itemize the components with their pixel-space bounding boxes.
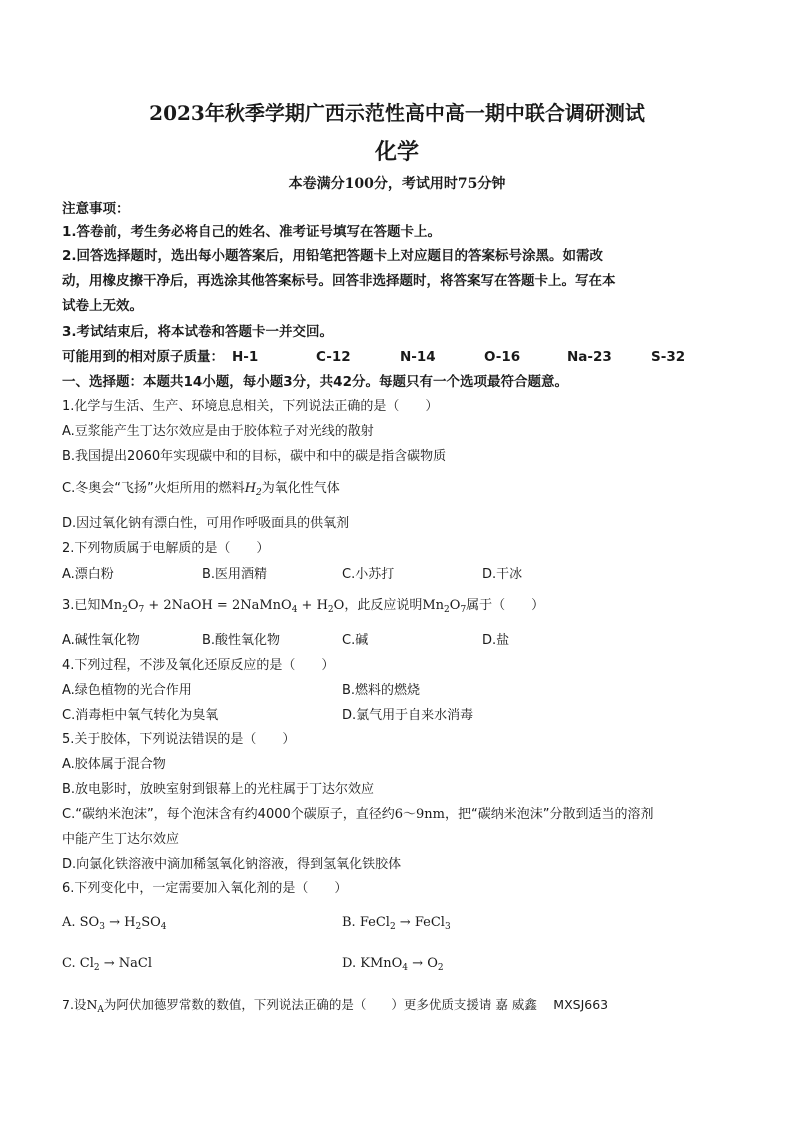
atomic-s: S-32 [651, 349, 686, 365]
q5-option-d: D.向氯化铁溶液中滴加稀氢氧化钠溶液，得到氢氧化铁胶体 [62, 857, 402, 872]
q6-option-a: A. $SO_3 \to H_2SO_4$ [62, 915, 167, 932]
q5-option-c-line-2: 中能产生丁达尔效应 [62, 832, 180, 847]
note-2-line-1: 2.回答选择题时，选出每小题答案后，用铅笔把答题卡上对应题目的答案标号涂黑。如需改 [62, 248, 604, 264]
q1-stem: 1.化学与生活、生产、环境息息相关，下列说法正确的是（ ） [62, 399, 439, 414]
q1-option-d: D.因过氧化钠有漂白性，可用作呼吸面具的供氧剂 [62, 516, 350, 531]
q5-stem: 5.关于胶体，下列说法错误的是（ ） [62, 732, 296, 747]
q6-stem: 6.下列变化中，一定需要加入氧化剂的是（ ） [62, 881, 348, 896]
q6-option-d: D. KMnO$_4$ → $O_2$ [342, 956, 444, 973]
section-heading: 一、选择题：本题共14小题，每小题3分，共42分。每题只有一个选项最符合题意。 [62, 374, 568, 390]
atomic-mass-line [62, 348, 224, 366]
q4-option-a: A.绿色植物的光合作用 [62, 683, 192, 698]
q2-option-c: C.小苏打 [342, 567, 395, 582]
q3-equation: $Mn_2O_7$ + 2NaOH = 2NaMnO$_4$ + $H_2O$ [100, 598, 345, 615]
q6-option-c: C. $Cl_2$ → NaCl [62, 956, 152, 973]
atomic-c: C-12 [316, 349, 351, 365]
exam-title: 2023年秋季学期广西示范性高中高一期中联合调研测试 [149, 101, 645, 125]
q4-option-b: B.燃料的燃烧 [342, 683, 421, 698]
atomic-o: O-16 [484, 349, 521, 365]
q5-option-a: A.胶体属于混合物 [62, 757, 166, 772]
q2-option-b: B.医用酒精 [202, 567, 268, 582]
q3-option-a: A.碱性氧化物 [62, 633, 140, 648]
q2-stem: 2.下列物质属于电解质的是（ ） [62, 541, 270, 556]
subject-title: 化学 [374, 139, 419, 165]
exam-info: 本卷满分100分，考试用时75分钟 [288, 176, 506, 192]
q3-option-d: D.盐 [482, 633, 510, 648]
q1-option-b: B.我国提出2060年实现碳中和的目标，碳中和中的碳是指含碳物质 [62, 449, 447, 464]
q4-option-c: C.消毒柜中氧气转化为臭氧 [62, 708, 219, 723]
q3-stem: 3.已知$Mn_2O_7$ + 2NaOH = 2NaMnO$_4$ + $H_2O$，此反应说明$Mn_2O_7$属于（ ） [62, 598, 545, 615]
note-2-line-3: 试卷上无效。 [62, 298, 143, 314]
q4-option-d: D.氯气用于自来水消毒 [342, 708, 474, 723]
atomic-mass-label: 可能用到的相对原子质量： [62, 349, 224, 365]
q4-stem: 4.下列过程，不涉及氧化还原反应的是（ ） [62, 658, 335, 673]
q3-option-b: B.酸性氧化物 [202, 633, 281, 648]
note-3: 3.考试结束后，将本试卷和答题卡一并交回。 [62, 324, 334, 340]
q1-option-a: A.豆浆能产生丁达尔效应是由于胶体粒子对光线的散射 [62, 424, 374, 439]
atomic-na: Na-23 [567, 349, 612, 365]
notes-heading: 注意事项： [62, 201, 130, 217]
note-1: 1.答卷前，考生务必将自己的姓名、准考证号填写在答题卡上。 [62, 224, 442, 240]
q5-option-c-line-1: C.“碳纳米泡沫”，每个泡沫含有约4000个碳原子，直径约6～9nm，把“碳纳米泡沫”分散到适当的溶剂 [62, 807, 654, 822]
atomic-n: N-14 [400, 349, 436, 365]
q2-option-a: A.漂白粉 [62, 567, 114, 582]
q7-stem: 7.设$N_A$为阿伏加德罗常数的数值，下列说法正确的是（ ）更多优质支援请 嘉 威鑫 MXSJ663 [62, 997, 609, 1015]
q6-option-b: B. FeCl$_2$ → FeCl$_3$ [342, 915, 451, 932]
q1-option-c: C.冬奥会“飞扬”火炬所用的燃料$H_2$为氧化性气体 [62, 481, 340, 498]
q5-option-b: B.放电影时，放映室射到银幕上的光柱属于丁达尔效应 [62, 782, 375, 797]
note-2-line-2: 动，用橡皮擦干净后，再选涂其他答案标号。回答非选择题时，将答案写在答题卡上。写在本 [62, 273, 616, 289]
atomic-h: H-1 [232, 349, 259, 365]
q3-option-c: C.碱 [342, 633, 369, 648]
q2-option-d: D.干冰 [482, 567, 523, 582]
